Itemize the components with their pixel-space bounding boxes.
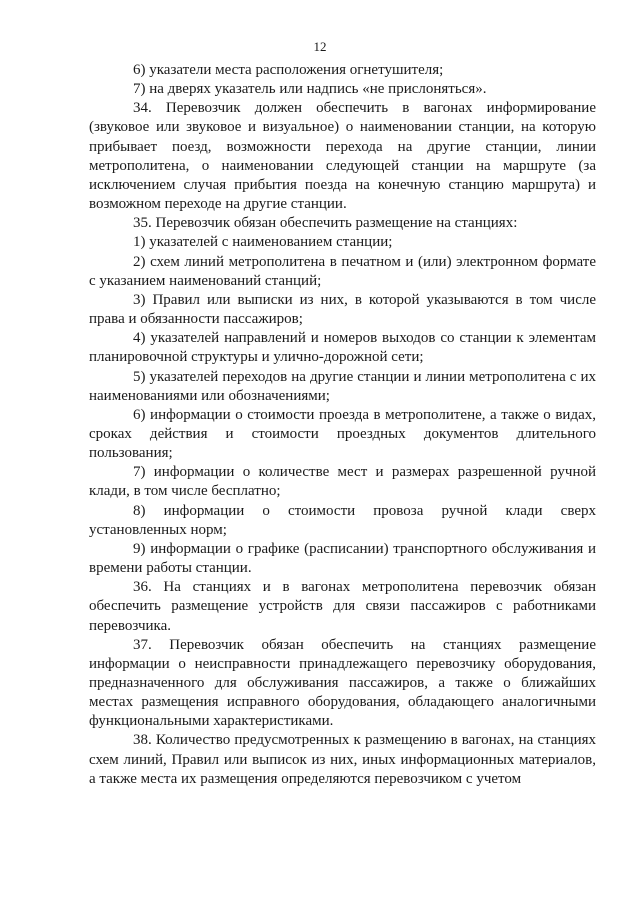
clause-35-item-2: 2) схем линий метрополитена в печатном и (или) электронном формате с указанием наименований станций; — [89, 253, 596, 289]
clause-38: 38. Количество предусмотренных к размещению в вагонах, на станциях схем линий, Правил или выписок из них, иных информационных материалов, а также места их размещения определяются перевозчиком с учетом — [89, 732, 596, 787]
clause-34: 34. Перевозчик должен обеспечить в вагонах информирование (звуковое или звуковое и визуальное) о наименовании станции, на которую прибывает поезд, возможности перехода на другие станции, линии метрополитена, о наименовании следующей станции на маршруте (за исключением случая прибытия поезда на конечную станцию маршрута) и возможном переходе на другие станции. — [89, 100, 596, 213]
clause-35-item-4: 4) указателей направлений и номеров выходов со станции к элементам планировочной структуры и улично-дорожной сети; — [89, 330, 596, 366]
list-item-door-sign: 7) на дверях указатель или надпись «не прислоняться». — [133, 81, 487, 98]
page-number: 12 — [313, 39, 327, 54]
clause-37: 37. Перевозчик обязан обеспечить на станциях размещение информации о неисправности принадлежащего перевозчику оборудования, предназначенного для обслуживания пассажиров, а также о ближайших местах размещения исправного оборудования, обладающего аналогичными функциональными характеристиками. — [89, 636, 596, 730]
clause-35-item-3: 3) Правил или выписки из них, в которой указываются в том числе права и обязанности пассажиров; — [89, 291, 596, 328]
clause-35: 35. Перевозчик обязан обеспечить размещение на станциях: — [133, 215, 518, 232]
clause-35-item-8: 8) информации о стоимости провоза ручной клади сверх установленных норм; — [89, 502, 596, 538]
clause-35-item-9: 9) информации о графике (расписании) транспортного обслуживания и времени работы станции. — [89, 540, 596, 577]
clause-35-item-1: 1) указателей с наименованием станции; — [133, 234, 393, 251]
list-item-fire-extinguisher-sign: 6) указатели места расположения огнетушителя; — [133, 62, 444, 78]
clause-35-item-6: 6) информации о стоимости проезда в метрополитене, а также о видах, сроках действия и стоимости проездных документов длительного пользования; — [89, 406, 596, 462]
clause-35-item-7: 7) информации о количестве мест и размерах разрешенной ручной клади, в том числе бесплатно; — [89, 464, 596, 500]
document-body — [89, 61, 596, 789]
clause-35-item-5: 5) указателей переходов на другие станции и линии метрополитена с их наименованиями или обозначениями; — [89, 368, 596, 404]
clause-36: 36. На станциях и в вагонах метрополитена перевозчик обязан обеспечить размещение устройств для связи пассажиров с работниками перевозчика. — [89, 579, 596, 634]
